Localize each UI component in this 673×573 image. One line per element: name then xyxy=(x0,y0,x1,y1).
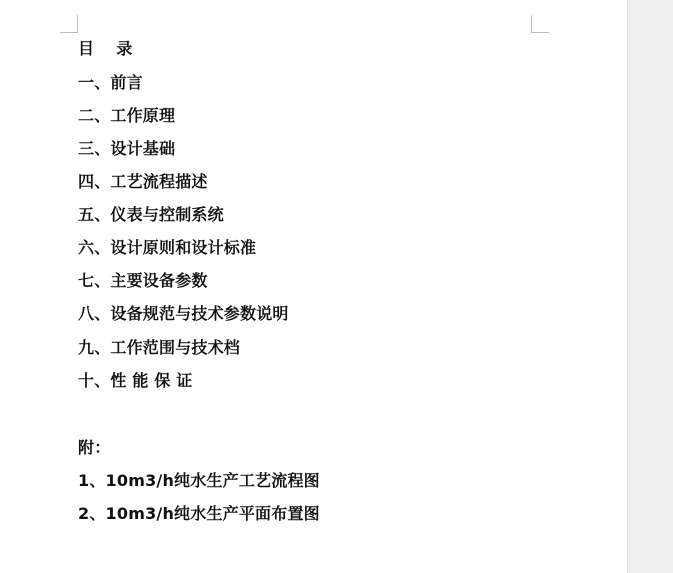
toc-item-work-scope: 九、工作范围与技术档 xyxy=(78,338,241,357)
appendix-item-flow-diagram: 1、10m3/h纯水生产工艺流程图 xyxy=(78,471,320,490)
toc-item-preface: 一、前言 xyxy=(78,73,143,92)
crop-mark-top-right xyxy=(531,15,549,33)
appendix-label: 附： xyxy=(78,438,111,457)
crop-mark-top-left xyxy=(60,15,78,33)
toc-item-performance-guarantee: 十、性 能 保 证 xyxy=(78,371,193,390)
toc-title: 目 录 xyxy=(78,39,133,58)
toc-item-working-principle: 二、工作原理 xyxy=(78,106,176,125)
appendix-item-layout-diagram: 2、10m3/h纯水生产平面布置图 xyxy=(78,504,320,523)
toc-item-process-description: 四、工艺流程描述 xyxy=(78,172,208,191)
page-gutter xyxy=(627,0,673,573)
toc-item-instrument-control: 五、仪表与控制系统 xyxy=(78,205,224,224)
toc-item-design-principles: 六、设计原则和设计标准 xyxy=(78,238,257,257)
toc-item-design-basis: 三、设计基础 xyxy=(78,139,176,158)
toc-item-equipment-parameters: 七、主要设备参数 xyxy=(78,271,208,290)
toc-item-equipment-specs: 八、设备规范与技术参数说明 xyxy=(78,304,289,323)
